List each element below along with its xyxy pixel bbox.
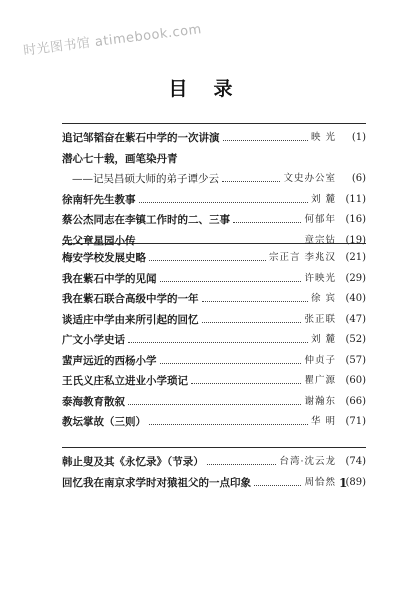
entry-page: (74)	[345, 456, 366, 467]
entry-author: 映 光	[310, 132, 336, 143]
dot-leader	[128, 404, 301, 405]
entry-page: (21)	[345, 252, 366, 263]
dot-leader	[128, 342, 308, 343]
entry-title: 蜚声远近的西杨小学	[62, 354, 157, 367]
entry-page: (89)	[345, 476, 366, 488]
toc-entry[interactable]	[62, 408, 366, 429]
toc-entry[interactable]	[62, 326, 366, 347]
entry-title: 蔡公杰同志在李镇工作时的二、三事	[62, 214, 230, 226]
dot-leader	[149, 424, 308, 425]
entry-title: 我在紫石联合高级中学的一年	[62, 293, 199, 305]
toc-entry[interactable]	[62, 367, 366, 388]
entry-author: 章宗钻	[304, 234, 336, 246]
toc-section	[62, 123, 366, 247]
dot-leader	[191, 383, 301, 384]
entry-page: (6)	[351, 173, 366, 184]
entry-title: 王氏义庄私立进业小学琐记	[62, 375, 188, 387]
toc-entry[interactable]	[62, 165, 366, 186]
toc-entry[interactable]	[62, 387, 366, 408]
entry-author: 华 明	[310, 416, 336, 427]
entry-author: 许映光	[304, 272, 336, 284]
entry-title: 广文小学史话	[62, 334, 125, 346]
entry-title: 谈适庄中学由来所引起的回忆	[62, 313, 199, 326]
toc-entry[interactable]	[62, 264, 366, 285]
entry-page: (29)	[345, 272, 366, 284]
dot-leader	[149, 260, 266, 261]
toc-entry[interactable]	[62, 346, 366, 367]
page-title: 目录	[168, 78, 259, 100]
entry-title: 回忆我在南京求学时对猿祖父的一点印象	[62, 476, 251, 489]
toc-entry[interactable]	[62, 305, 366, 326]
entry-page: (16)	[345, 214, 366, 225]
entry-title: 我在紫石中学的见闻	[62, 272, 157, 285]
entry-page: (57)	[345, 354, 366, 366]
entry-author: 张正联	[304, 313, 336, 325]
entry-author: 文史办公室	[283, 173, 336, 184]
dot-leader	[222, 181, 280, 182]
watermark: 时光图书馆 atimebook.com	[22, 22, 203, 59]
entry-author: 谢瀚东	[304, 395, 336, 407]
entry-title: 潜心七十载，画笔染丹青	[62, 152, 178, 165]
entry-author: 刘 麓	[310, 193, 336, 205]
entry-title: 韩止叟及其《永忆录》（节录）	[62, 456, 204, 468]
dot-leader	[233, 222, 301, 223]
toc-entry[interactable]	[62, 468, 366, 489]
toc-entry[interactable]	[62, 244, 366, 264]
entry-author: 徐 宾	[310, 293, 336, 304]
entry-page: (19)	[345, 234, 366, 246]
dot-leader	[139, 202, 308, 203]
entry-page: (66)	[345, 395, 366, 407]
entry-page: (60)	[345, 375, 366, 386]
entry-author: 仲贞子	[304, 354, 336, 366]
dot-leader	[223, 140, 308, 141]
entry-page: (71)	[345, 416, 366, 427]
toc-entry[interactable]	[62, 448, 366, 468]
entry-author: 刘 麓	[310, 334, 336, 345]
dot-leader	[160, 363, 302, 364]
entry-author: 何郁年	[304, 214, 336, 225]
entry-author: 台湾·沈云龙	[279, 456, 336, 467]
dot-leader	[202, 322, 302, 323]
entry-page: (11)	[345, 193, 366, 205]
entry-title: 泰海教育散叙	[62, 395, 125, 408]
entry-page: (47)	[345, 313, 366, 325]
entry-title: 先父章星园小传	[62, 234, 136, 247]
toc-entry[interactable]	[62, 285, 366, 306]
toc-section	[62, 243, 366, 428]
toc-section	[62, 447, 366, 489]
entry-title: 徐南轩先生教事	[62, 193, 136, 206]
entry-subtitle: ——记吴昌硕大师的弟子谭少云	[72, 173, 219, 185]
entry-title: 教坛掌故（三则）	[62, 416, 146, 428]
entry-page: (40)	[345, 293, 366, 304]
entry-page: (52)	[345, 334, 366, 345]
entry-title: 追记邹韬奋在紫石中学的一次讲演	[62, 132, 220, 144]
toc-entry[interactable]	[62, 206, 366, 227]
entry-author: 宗正言 李兆汉	[268, 252, 336, 263]
dot-leader	[254, 485, 301, 486]
entry-page: (1)	[351, 132, 366, 143]
toc-entry[interactable]	[62, 124, 366, 144]
toc-entry[interactable]	[62, 144, 366, 165]
entry-author: 瞿广源	[304, 375, 336, 386]
page-number: 1	[339, 476, 348, 490]
toc-entry[interactable]	[62, 185, 366, 206]
entry-author: 周恰然	[304, 476, 336, 488]
dot-leader	[202, 301, 308, 302]
dot-leader	[160, 281, 302, 282]
entry-title: 梅安学校发展史略	[62, 252, 146, 264]
dot-leader	[207, 464, 277, 465]
